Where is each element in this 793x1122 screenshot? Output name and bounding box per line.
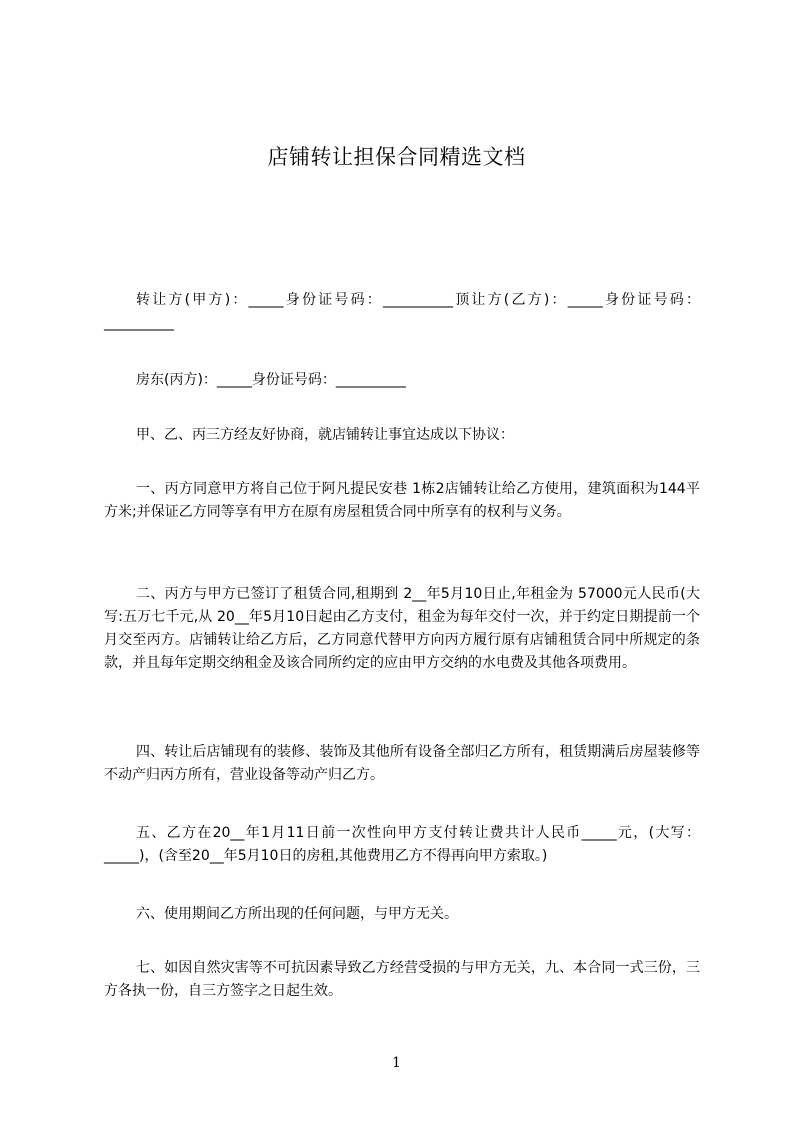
paragraph-clause-2: 二、丙方与甲方已签订了租赁合同,租期到 2__年5月10日止,年租金为 57000元人民币(大写:五万七千元,从 20__年5月10日起由乙方支付，租金为每年交付一次，并于约定日期提前一个月交至丙方。店铺转让给乙方后，乙方同意代替甲方向丙方履行原有店铺租赁合同中所规定的条款，并且每年定期交纳租金及该合同所约定的应由甲方交纳的水电费及其他各项费用。 <box>104 586 700 671</box>
paragraph-clause-6: 六、使用期间乙方所出现的任何问题，与甲方无关。 <box>136 906 458 922</box>
paragraph-clause-7: 七、如因自然灾害等不可抗因素导致乙方经营受损的与甲方无关，九、本合同一式三份，三方各执一份，自三方签字之日起生效。 <box>104 960 700 999</box>
document-title: 店铺转让担保合同精选文档 <box>267 145 526 169</box>
paragraph-preamble: 甲、乙、丙三方经友好协商，就店铺转让事宜达成以下协议： <box>136 427 514 443</box>
paragraph-party-landlord: 房东(丙方)：_____身份证号码：__________ <box>136 372 406 388</box>
paragraph-clause-4: 四、转让后店铺现有的装修、装饰及其他所有设备全部归乙方所有，租赁期满后房屋装修等不动产归丙方所有，营业设备等动产归乙方。 <box>104 744 700 783</box>
paragraph-clause-5: 五、乙方在20__年1月11日前一次性向甲方支付转让费共计人民币_____元，(大写：_____)，(含至20__年5月10日的房租,其他费用乙方不得再向甲方索取。) <box>104 825 700 864</box>
paragraph-parties-transferor-transferee: 转让方(甲方)：_____身份证号码：__________顶让方(乙方)：_____身份证号码：__________ <box>104 292 700 331</box>
page-number: 1 <box>392 1055 401 1071</box>
paragraph-clause-1: 一、丙方同意甲方将自己位于阿凡提民安巷 1栋2店铺转让给乙方使用，建筑面积为144平方米;并保证乙方同等享有甲方在原有房屋租赁合同中所享有的权利与义务。 <box>104 481 700 520</box>
